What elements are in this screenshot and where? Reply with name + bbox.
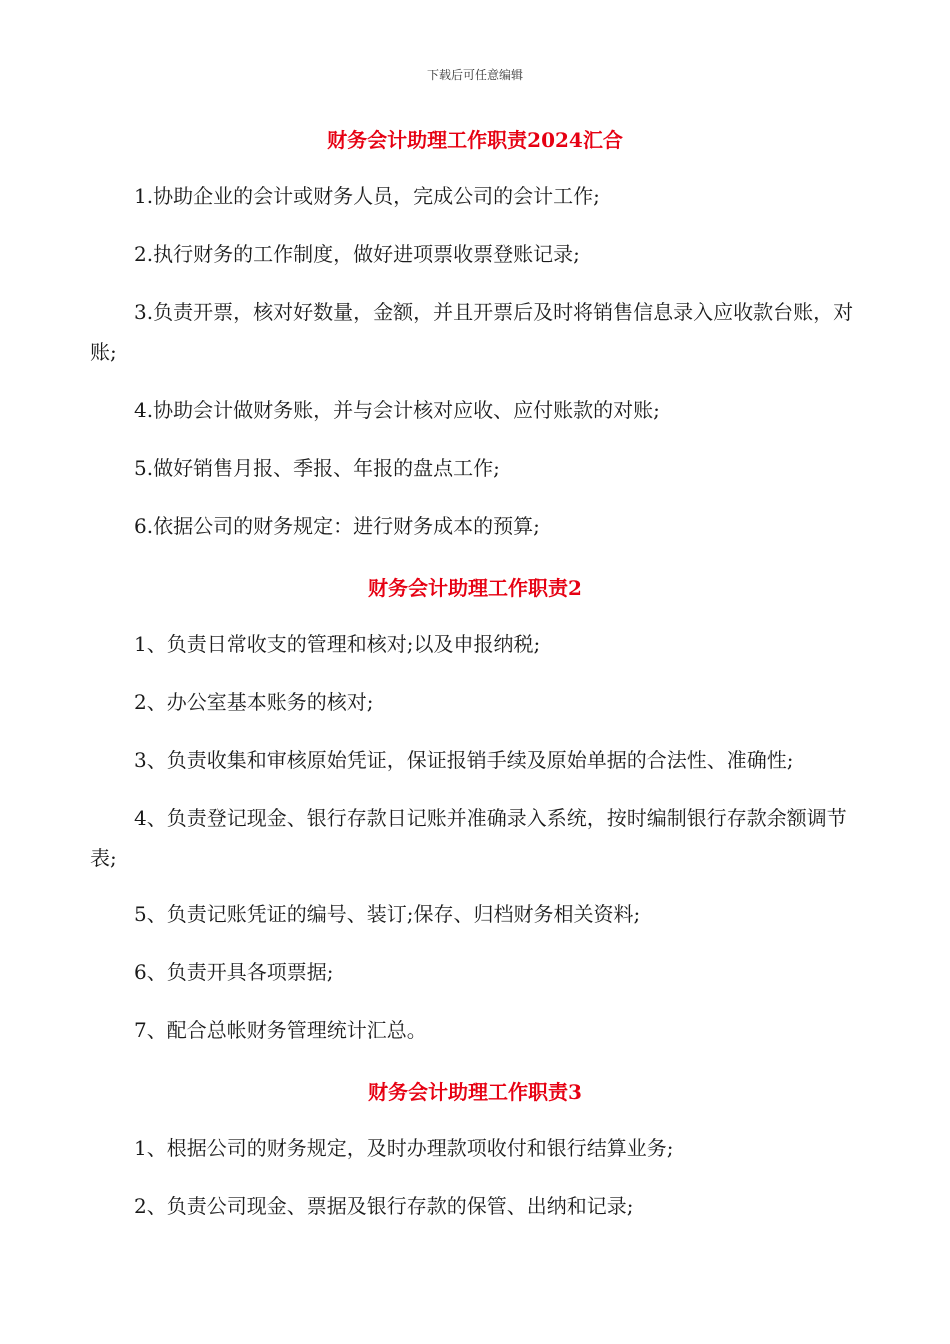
list-item: 4.协助会计做财务账，并与会计核对应收、应付账款的对账; — [134, 398, 660, 422]
section-title: 财务会计助理工作职责2024汇合 — [327, 128, 623, 152]
list-item: 4、负责登记现金、银行存款日记账并准确录入系统，按时编制银行存款余额调节表; — [90, 806, 847, 870]
section-title: 财务会计助理工作职责2 — [368, 576, 582, 600]
list-item: 3、负责收集和审核原始凭证，保证报销手续及原始单据的合法性、准确性; — [134, 748, 794, 772]
list-item: 1、根据公司的财务规定，及时办理款项收付和银行结算业务; — [134, 1136, 674, 1160]
list-item: 2、负责公司现金、票据及银行存款的保管、出纳和记录; — [134, 1194, 634, 1218]
list-item: 6.依据公司的财务规定：进行财务成本的预算; — [134, 514, 540, 538]
page-header-note: 下载后可任意编辑 — [426, 68, 523, 82]
list-item: 1、负责日常收支的管理和核对;以及申报纳税; — [134, 632, 541, 656]
section-title: 财务会计助理工作职责3 — [368, 1080, 582, 1104]
list-item: 2、办公室基本账务的核对; — [134, 690, 374, 714]
list-item: 5.做好销售月报、季报、年报的盘点工作; — [134, 456, 500, 480]
list-item: 3.负责开票，核对好数量，金额，并且开票后及时将销售信息录入应收款台账，对账; — [90, 300, 854, 364]
list-item: 6、负责开具各项票据; — [134, 960, 334, 984]
list-item: 2.执行财务的工作制度，做好进项票收票登账记录; — [134, 242, 580, 266]
list-item: 7、配合总帐财务管理统计汇总。 — [134, 1018, 427, 1042]
list-item: 5、负责记账凭证的编号、装订;保存、归档财务相关资料; — [134, 902, 641, 926]
list-item: 1.协助企业的会计或财务人员，完成公司的会计工作; — [134, 184, 600, 208]
